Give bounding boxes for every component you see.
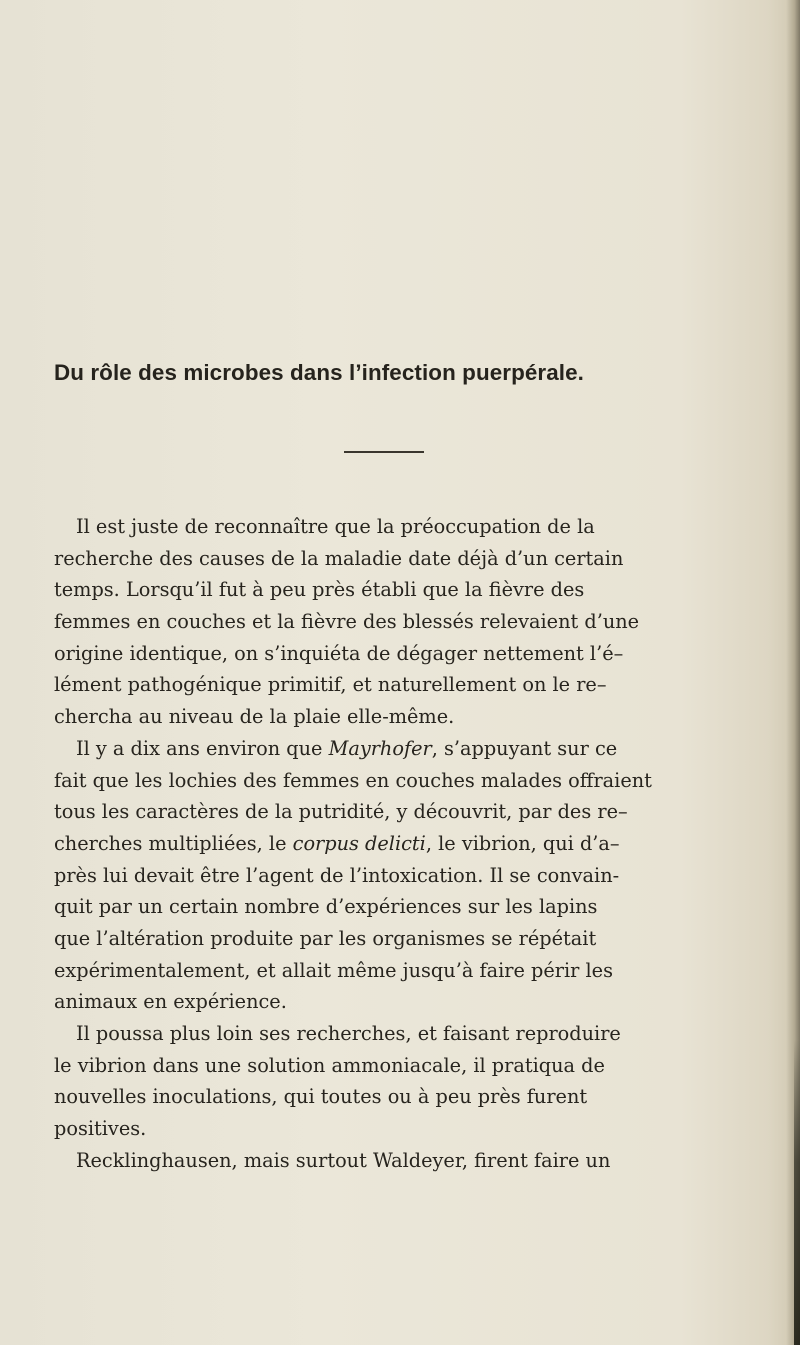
text-line: nouvelles inoculations, qui toutes ou à peu près furent [54, 1085, 588, 1109]
italic-term: corpus delicti [292, 831, 426, 855]
text-line: fait que les lochies des femmes en couches malades offraient [54, 768, 652, 792]
heading-rule [344, 451, 424, 453]
italic-term: Mayrhofer [328, 736, 432, 760]
text-line: animaux en expérience. [54, 990, 287, 1014]
text-segment: Il y a dix ans environ que [76, 736, 329, 760]
text-line: près lui devait être l’agent de l’intoxication. Il se convain- [54, 863, 620, 887]
chapter-heading: Du rôle des microbes dans l’infection puerpérale. [54, 360, 584, 385]
text-line: le vibrion dans une solution ammoniacale, il pratiqua de [54, 1053, 605, 1077]
text-line: quit par un certain nombre d’expériences sur les lapins [54, 895, 598, 919]
text-line: Recklinghausen, mais surtout Waldeyer, firent faire un [76, 1148, 611, 1172]
text-line: origine identique, on s’inquiéta de dégager nettement l’é– [54, 641, 624, 665]
text-line: expérimentalement, et allait même jusqu’à faire périr les [54, 958, 613, 982]
body-text [54, 511, 784, 1176]
text-line [54, 828, 784, 860]
text-line: recherche des causes de la maladie date déjà d’un certain [54, 546, 624, 570]
text-line: Il est juste de reconnaître que la préoccupation de la [76, 515, 595, 538]
text-line: temps. Lorsqu’il fut à peu près établi que la fièvre des [54, 578, 585, 602]
text-line: que l’altération produite par les organismes se répétait [54, 926, 597, 950]
text-segment: , s’appuyant sur ce [431, 736, 618, 760]
text-line: femmes en couches et la fièvre des blessés relevaient d’une [54, 610, 640, 634]
text-line: chercha au niveau de la plaie elle-même. [54, 705, 455, 729]
page-edge-dark [794, 1040, 800, 1345]
text-line: positives. [54, 1117, 147, 1141]
text-line: tous les caractères de la putridité, y découvrit, par des re– [54, 800, 628, 824]
text-line: Il poussa plus loin ses recherches, et faisant reproduire [76, 1022, 621, 1045]
text-segment: , le vibrion, qui d’a– [425, 831, 620, 855]
text-line [54, 733, 784, 765]
text-segment: cherches multipliées, le [54, 831, 293, 855]
text-line: lément pathogénique primitif, et naturellement on le re– [54, 673, 607, 697]
